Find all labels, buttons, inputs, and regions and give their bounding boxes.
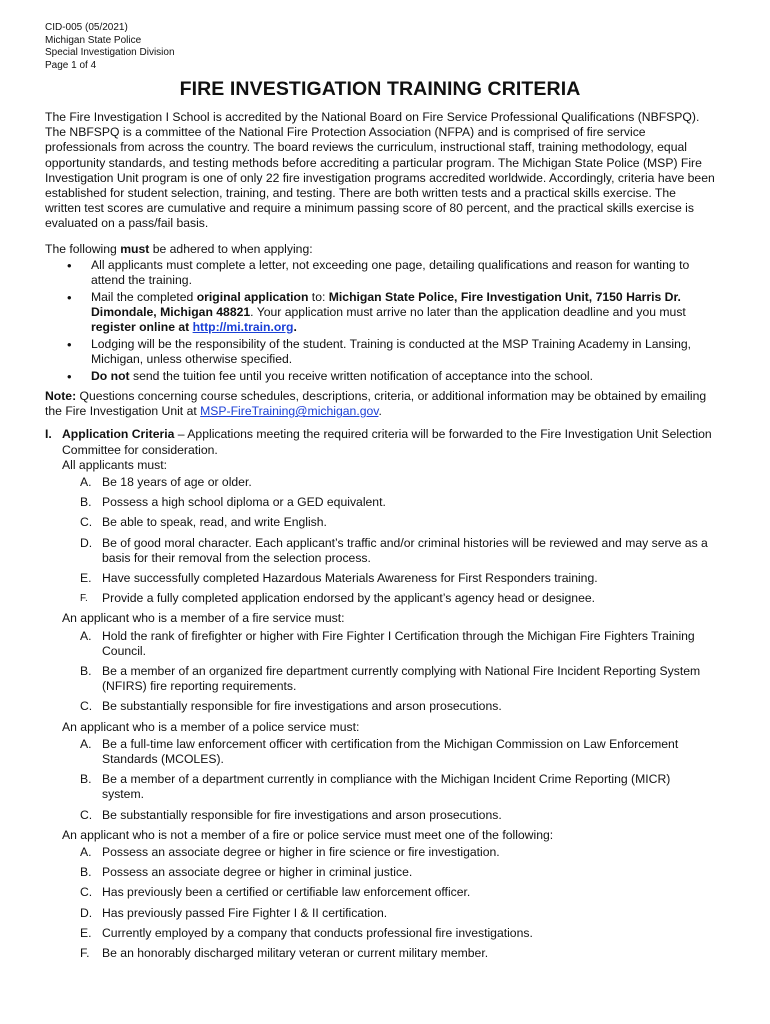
form-id: CID-005 (05/2021) (45, 22, 128, 33)
list-item: A. Be a full-time law enforcement officer with certification from the Michigan Commission on Law Enforcement Standards (MCOLES). (80, 736, 679, 767)
list-item: • All applicants must complete a letter, not exceeding one page, detailing qualifications and reason for wanting to attend the training. (67, 257, 690, 288)
bullet-icon: • (67, 368, 72, 384)
form-header (45, 22, 715, 72)
requirements-list (45, 258, 715, 384)
list-item: C. Be substantially responsible for fire investigations and arson prosecutions. (80, 807, 502, 822)
all-applicants-list (45, 475, 715, 606)
list-item: B. Possess an associate degree or higher in criminal justice. (80, 865, 413, 880)
list-item: • Do not send the tuition fee until you receive written notification of acceptance into the school. (67, 368, 593, 384)
list-item: B. Be a member of an organized fire department currently complying with National Fire Incident Reporting System (NFIRS) fire reporting requirements. (80, 664, 701, 694)
requirements-intro: The following must be adhered to when applying: (45, 241, 313, 256)
list-item: • Lodging will be the responsibility of the student. Training is conducted at the MSP Training Academy in Lansing, Michigan, unless otherwise specified. (67, 336, 692, 367)
other-applicant-heading: An applicant who is not a member of a fire or police service must meet one of the following: (62, 827, 554, 842)
train-org-link[interactable]: http://mi.train.org (192, 320, 294, 335)
list-item: • Mail the completed original application to: Michigan State Police, Fire Investigation Unit, 7150 Harris Dr. Dimondale, Michigan 48821. Your application must arrive no later than the application deadline and you must register online at http://mi.train.org. (67, 289, 686, 335)
bullet-icon: • (67, 289, 72, 305)
list-item: C. Has previously been a certified or certifiable law enforcement officer. (80, 885, 471, 900)
intro-paragraph: The Fire Investigation I School is accredited by the National Board on Fire Service Professional Qualifications (NBFSPQ). The NBFSPQ is a committee of the National Fire Protection Association (NFPA) and is comprised of fire service professionals from across the country. The board reviews the curriculum, instructional staff, training methodology, equal opportunity standards, and testing methods before accrediting a particular program. The Michigan State Police (MSP) Fire Investigation Unit program is one of only 22 fire investigation programs accredited worldwide. Accordingly, criteria have been established for student selection, training, and testing. There are both written tests and a practical skills exercise. The written test scores are cumulative and require a minimum passing score of 80 percent, and the practical skills exercise is evaluated on a pass/fail basis. (45, 110, 715, 231)
section-application-criteria (45, 427, 715, 961)
other-applicant-list (45, 845, 715, 961)
section-heading: I. Application Criteria – Applications meeting the required criteria will be forwarded to the Fire Investigation Unit Selection Committee for consideration. (45, 427, 712, 457)
police-service-list (45, 737, 715, 823)
list-item: A. Hold the rank of firefighter or higher with Fire Fighter I Certification through the Michigan Fire Fighters Training Council. (80, 628, 695, 658)
list-item: A. Be 18 years of age or older. (80, 474, 252, 489)
section-number: I. (45, 427, 52, 442)
note-paragraph: Note: Questions concerning course schedules, descriptions, criteria, or additional information may be obtained by emailing the Fire Investigation Unit at MSP-FireTraining@michigan.gov. (45, 388, 707, 419)
list-item: C. Be able to speak, read, and write English. (80, 515, 327, 530)
division-name: Special Investigation Division (45, 47, 175, 58)
bullet-icon: • (67, 336, 72, 352)
bullet-icon: • (67, 257, 72, 273)
list-item: D. Be of good moral character. Each applicant’s traffic and/or criminal histories will be reviewed and may serve as a basis for their removal from the selection process. (80, 535, 708, 565)
list-item: C. Be substantially responsible for fire investigations and arson prosecutions. (80, 699, 502, 714)
list-item: E. Have successfully completed Hazardous Materials Awareness for First Responders training. (80, 570, 598, 585)
list-item: F. Be an honorably discharged military veteran or current military member. (80, 946, 489, 961)
list-item: A. Possess an associate degree or higher in fire science or fire investigation. (80, 845, 500, 860)
list-item: B. Possess a high school diploma or a GED equivalent. (80, 495, 386, 510)
police-service-heading: An applicant who is a member of a police service must: (62, 719, 360, 734)
list-item: E. Currently employed by a company that conducts professional fire investigations. (80, 925, 533, 940)
page-title: FIRE INVESTIGATION TRAINING CRITERIA (179, 78, 581, 100)
list-item: D. Has previously passed Fire Fighter I & II certification. (80, 905, 388, 920)
fire-service-heading: An applicant who is a member of a fire service must: (62, 611, 345, 626)
list-item: B. Be a member of a department currently in compliance with the Michigan Incident Crime Reporting (MICR) system. (80, 772, 671, 802)
email-link[interactable]: MSP-FireTraining@michigan.gov (200, 404, 379, 419)
section-title: Application Criteria (62, 427, 175, 442)
agency-name: Michigan State Police (45, 34, 142, 46)
list-item: F. Provide a fully completed application endorsed by the applicant’s agency head or designee. (80, 591, 596, 606)
fire-service-list (45, 629, 715, 715)
document-page (45, 22, 715, 966)
all-applicants-heading: All applicants must: (62, 457, 167, 472)
page-number: Page 1 of 4 (45, 59, 97, 71)
